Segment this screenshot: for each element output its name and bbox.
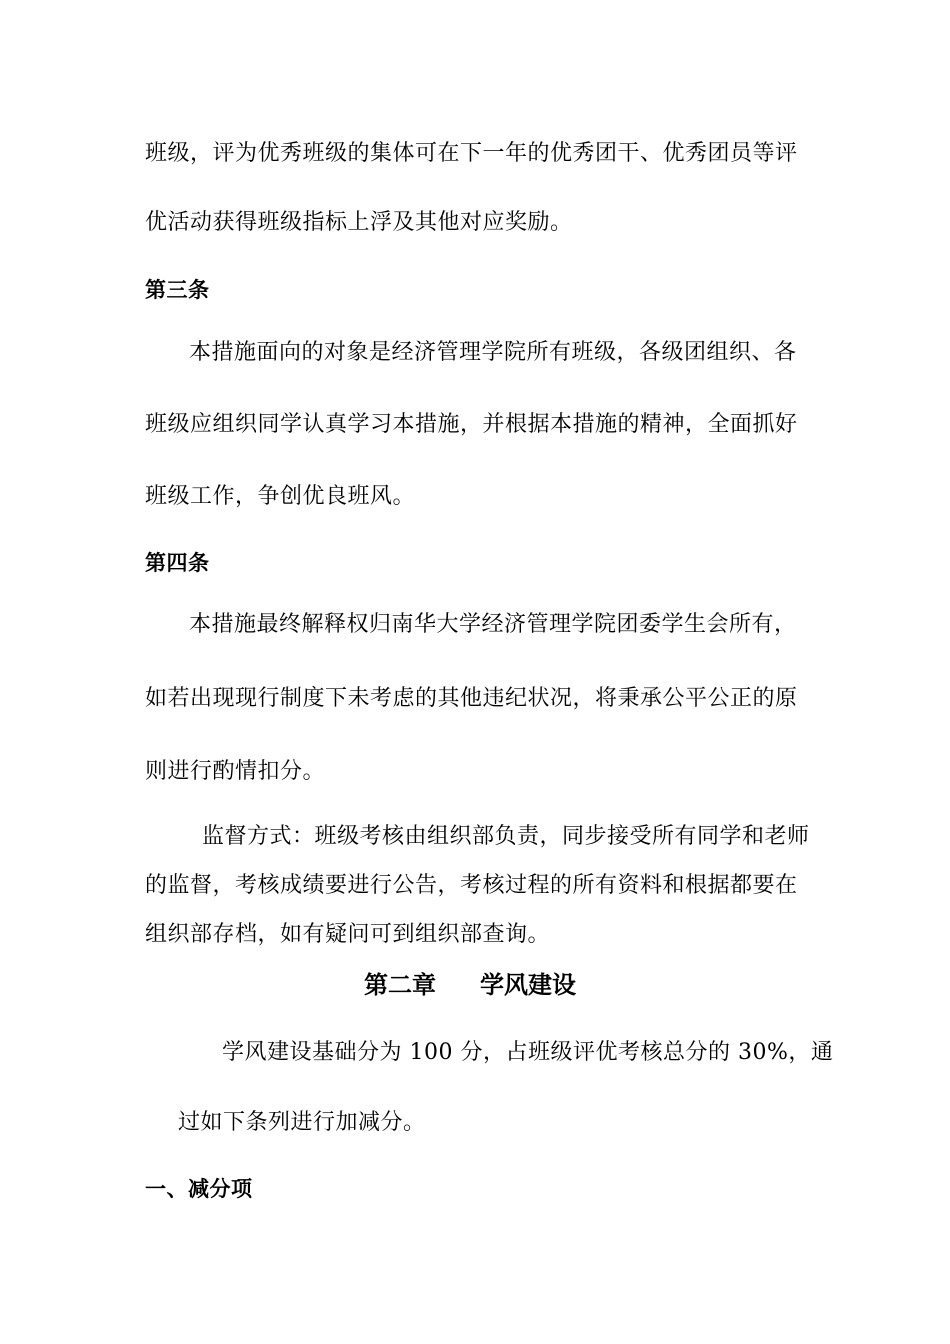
paragraph-line: 班级，评为优秀班级的集体可在下一年的优秀团干、优秀团员等评 xyxy=(145,141,798,166)
paragraph-line: 本措施面向的对象是经济管理学院所有班级，各级团组织、各 xyxy=(189,340,797,365)
section-1-title: 一、减分项 xyxy=(145,1177,253,1201)
paragraph-line: 学风建设基础分为 100 分，占班级评优考核总分的 30%，通 xyxy=(222,1040,834,1065)
paragraph-line: 优活动获得班级指标上浮及其他对应奖励。 xyxy=(145,210,573,235)
chapter-number: 第二章 xyxy=(364,971,436,999)
paragraph-line: 过如下条列进行加减分。 xyxy=(178,1110,426,1135)
paragraph-line: 本措施最终解释权归南华大学经济管理学院团委学生会所有， xyxy=(189,612,797,637)
paragraph-line: 的监督，考核成绩要进行公告，考核过程的所有资料和根据都要在 xyxy=(145,873,798,898)
paragraph-line: 如若出现现行制度下未考虑的其他违纪状况，将秉承公平公正的原 xyxy=(145,686,798,711)
paragraph-line: 组织部存档，如有疑问可到组织部查询。 xyxy=(145,922,551,947)
paragraph-line: 则进行酌情扣分。 xyxy=(145,759,326,784)
paragraph-line: 班级应组织同学认真学习本措施，并根据本措施的精神，全面抓好 xyxy=(145,412,798,437)
chapter-2-heading xyxy=(364,969,576,1001)
paragraph-line: 班级工作，争创优良班风。 xyxy=(145,484,416,509)
paragraph-line: 监督方式：班级考核由组织部负责，同步接受所有同学和老师 xyxy=(202,824,810,849)
chapter-title: 学风建设 xyxy=(480,971,576,999)
article-4-title: 第四条 xyxy=(145,551,210,575)
article-3-title: 第三条 xyxy=(145,278,210,302)
